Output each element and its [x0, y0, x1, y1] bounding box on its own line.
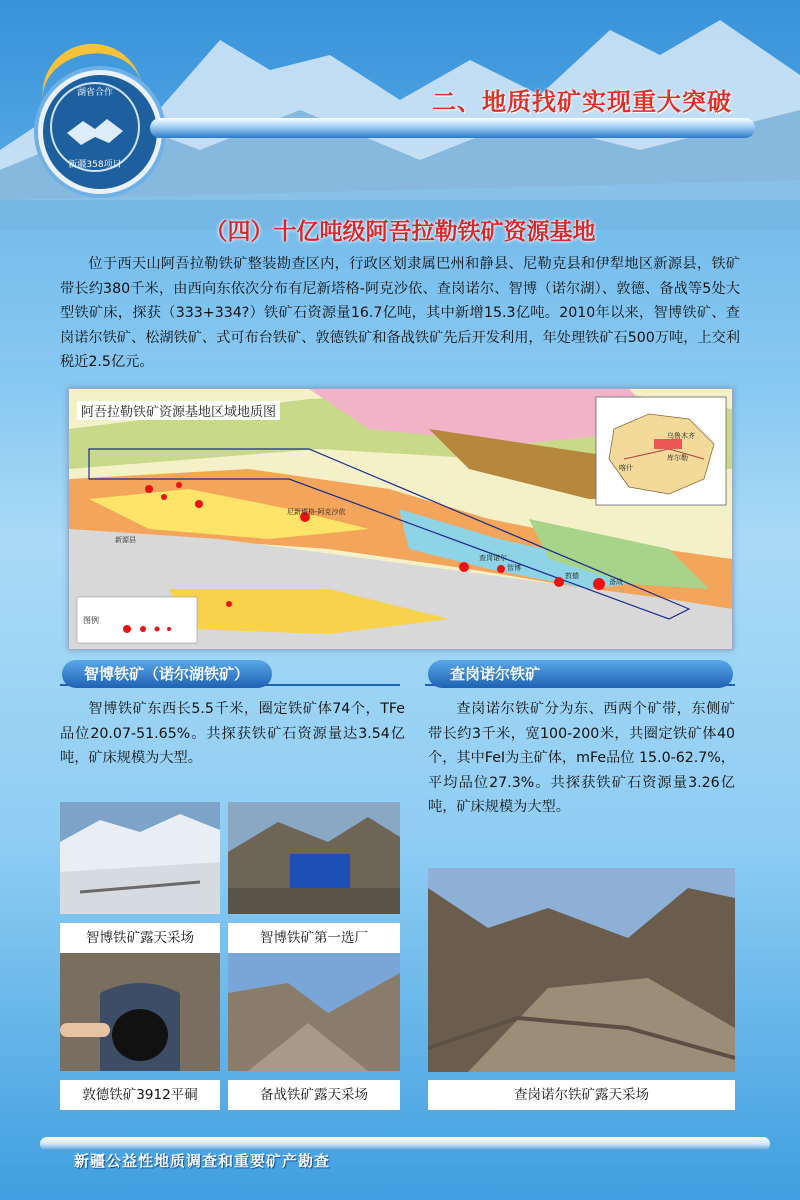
photo-caption: 备战铁矿露天采场 [228, 1080, 400, 1110]
map-title: 阿吾拉勒铁矿资源基地区域地质图 [77, 401, 280, 420]
map-label: 敦德 [565, 572, 579, 580]
map-label: 备战 [609, 578, 623, 586]
photo-zhibo-openpit [60, 802, 220, 914]
photo-caption: 敦德铁矿3912平硐 [60, 1080, 220, 1110]
inset-label: 库尔勒 [667, 454, 688, 462]
photo-beizhan-openpit [228, 953, 400, 1071]
map-label: 新源县 [115, 536, 136, 544]
zhibo-heading: 智博铁矿（诺尔湖铁矿） [62, 660, 272, 688]
footer-text: 新疆公益性地质调查和重要矿产勘查 [74, 1152, 331, 1170]
section-title: （四）十亿吨级阿吾拉勒铁矿资源基地 [204, 219, 596, 245]
chagang-heading: 查岗诺尔铁矿 [428, 660, 733, 688]
intro-paragraph: 位于西天山阿吾拉勒铁矿整装勘查区内，行政区划隶属巴州和静县、尼勒克县和伊犁地区新源县，铁矿带长约380千米，由西向东依次分布有尼新塔格-阿克沙依、查岗诺尔、智博（诺尔湖）、敦德、备战等5处大型铁矿床，探获（333+334?）铁矿石资源量16.7亿吨，其中新增15.3亿吨。2010年以来，智博铁矿、查岗诺尔铁矿、松湖铁矿、式可布台铁矿、敦德铁矿和备战铁矿先后开发利用，年处理铁矿石500万吨，上交利税近2.5亿元。 [60, 256, 740, 370]
footer-bar [40, 1137, 770, 1151]
photo-dunde-adit [60, 953, 220, 1071]
photo-caption: 查岗诺尔铁矿露天采场 [428, 1080, 735, 1110]
inset-label: 乌鲁木齐 [667, 432, 695, 440]
photo-chagang-openpit [428, 868, 735, 1072]
chagang-paragraph: 查岗诺尔铁矿分为东、西两个矿带，东侧矿带长约3千米，宽100-200米，共圈定铁矿体40个，其中FeⅠ为主矿体，mFe品位 15.0-62.7%，平均品位27.3%。共探获铁矿石资源量3.26亿吨，矿床规模为大型。 [428, 701, 735, 815]
geological-map [68, 388, 733, 650]
logo-bottom-text: 新疆358项目 [68, 160, 122, 170]
photo-caption: 智博铁矿露天采场 [60, 923, 220, 953]
map-label: 尼新塔格-阿克沙依 [287, 508, 346, 516]
inset-label: 喀什 [619, 464, 633, 472]
map-label: 查岗诺尔 [479, 554, 507, 562]
logo-top-text: 湖省合作 [76, 88, 113, 98]
map-label: 智博 [507, 564, 521, 572]
legend-title: 图例 [83, 616, 99, 625]
map-graphic [69, 389, 732, 649]
photo-zhibo-plant [228, 802, 400, 914]
header-bar [150, 118, 755, 138]
project-logo [38, 70, 162, 194]
photo-caption: 智博铁矿第一选厂 [228, 923, 400, 953]
zhibo-paragraph: 智博铁矿东西长5.5千米，圈定铁矿体74个，TFe品位20.07-51.65%。共探获铁矿石资源量达3.54亿吨，矿床规模为大型。 [60, 701, 405, 766]
page-title: 二、地质找矿实现重大突破 [432, 88, 732, 116]
